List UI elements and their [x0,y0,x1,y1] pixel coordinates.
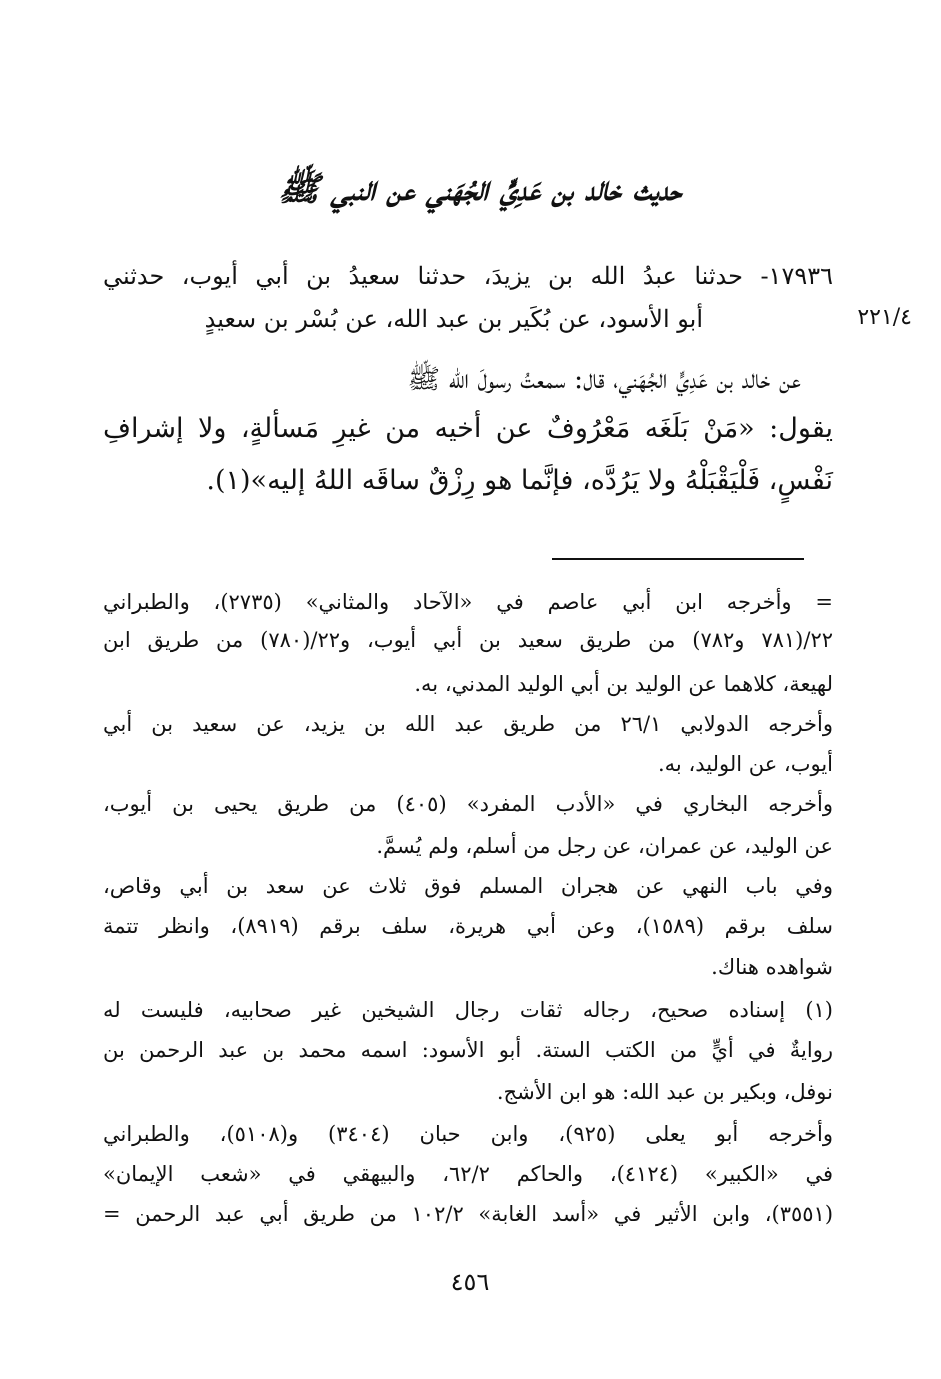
footnote-line: = وأخرجه ابن أبي عاصم في «الآحاد والمثاني» (٢٧٣٥)، والطبراني [103,590,833,614]
footnote-line: روايةٌ في أيٍّ من الكتب الستة. أبو الأسود: اسمه محمد بن عبد الرحمن بن [103,1038,833,1062]
footnote-line: في «الكبير» (٤١٢٤)، والحاكم ٦٢/٢، والبيهقي في «شعب الإيمان» [103,1162,834,1186]
margin-reference: ٢٢١/٤ [857,305,912,330]
hadith-line-1: ١٧٩٣٦- حدثنا عبدُ الله بن يزيدَ، حدثنا سعيدُ بن أبي أيوب، حدثني [103,262,833,290]
footnote-line: (٣٥٥١)، وابن الأثير في «أسد الغابة» ١٠٢/٢ من طريق أبي عبد الرحمن = [103,1202,834,1226]
footnote-line: أيوب، عن الوليد، به. [657,752,833,776]
footnote-line: نوفل، وبكير بن عبد الله: هو ابن الأشج. [496,1080,833,1104]
hadith-line-2: أبو الأسود، عن بُكَير بن عبد الله، عن بُسْر بن سعيدٍ [204,305,703,333]
footnote-line: شواهده هناك. [711,955,833,979]
footnote-line: ٢٢/(٧٨١ و٧٨٢) من طريق سعيد بن أبي أيوب، و٢٢/(٧٨٠) من طريق ابن [103,628,833,652]
matn-line-1: عن خالد بن عَدِيٍّ الجُهَني، قال: سمعتُ رسولَ الله ﷺ [407,364,801,395]
footnote-separator [552,558,804,560]
page-number: ٤٥٦ [450,1268,490,1296]
footnote-line: عن الوليد، عن عمران، عن رجل من أسلم، ولم يُسمَّ. [376,834,833,858]
footnote-line: لهيعة، كلاهما عن الوليد بن أبي الوليد المدني، به. [414,672,833,696]
chapter-title: حديث خالد بن عَدِيٍّ الجُهَني عن النبي ﷺ [278,169,682,209]
footnote-line: وأخرجه أبو يعلى (٩٢٥)، وابن حبان (٣٤٠٤) و(٥١٠٨)، والطبراني [103,1122,834,1146]
footnote-line: (١) إسناده صحيح، رجاله ثقات رجال الشيخين غير صحابيه، فليست له [103,998,833,1022]
footnote-line: وفي باب النهي عن هجران المسلم فوق ثلاث عن سعد بن أبي وقاص، [103,874,833,898]
matn-line-3: نَفْسٍ، فَلْيَقْبَلْهُ ولا يَرُدَّه، فإنَّما هو رِزْقٌ ساقَه اللهُ إليه»(١). [206,465,833,496]
matn-line-2: يقول: «مَنْ بَلَغَه مَعْرُوفٌ عن أخيه من غيرِ مَسألةٍ، ولا إشرافِ [103,413,833,444]
footnote-line: وأخرجه البخاري في «الأدب المفرد» (٤٠٥) من طريق يحيى بن أيوب، [103,792,834,816]
footnote-line: وأخرجه الدولابي ٢٦/١ من طريق عبد الله بن يزيد، عن سعيد بن أبي [103,712,833,736]
footnote-line: سلف برقم (١٥٨٩)، وعن أبي هريرة، سلف برقم (٨٩١٩)، وانظر تتمة [103,914,833,938]
